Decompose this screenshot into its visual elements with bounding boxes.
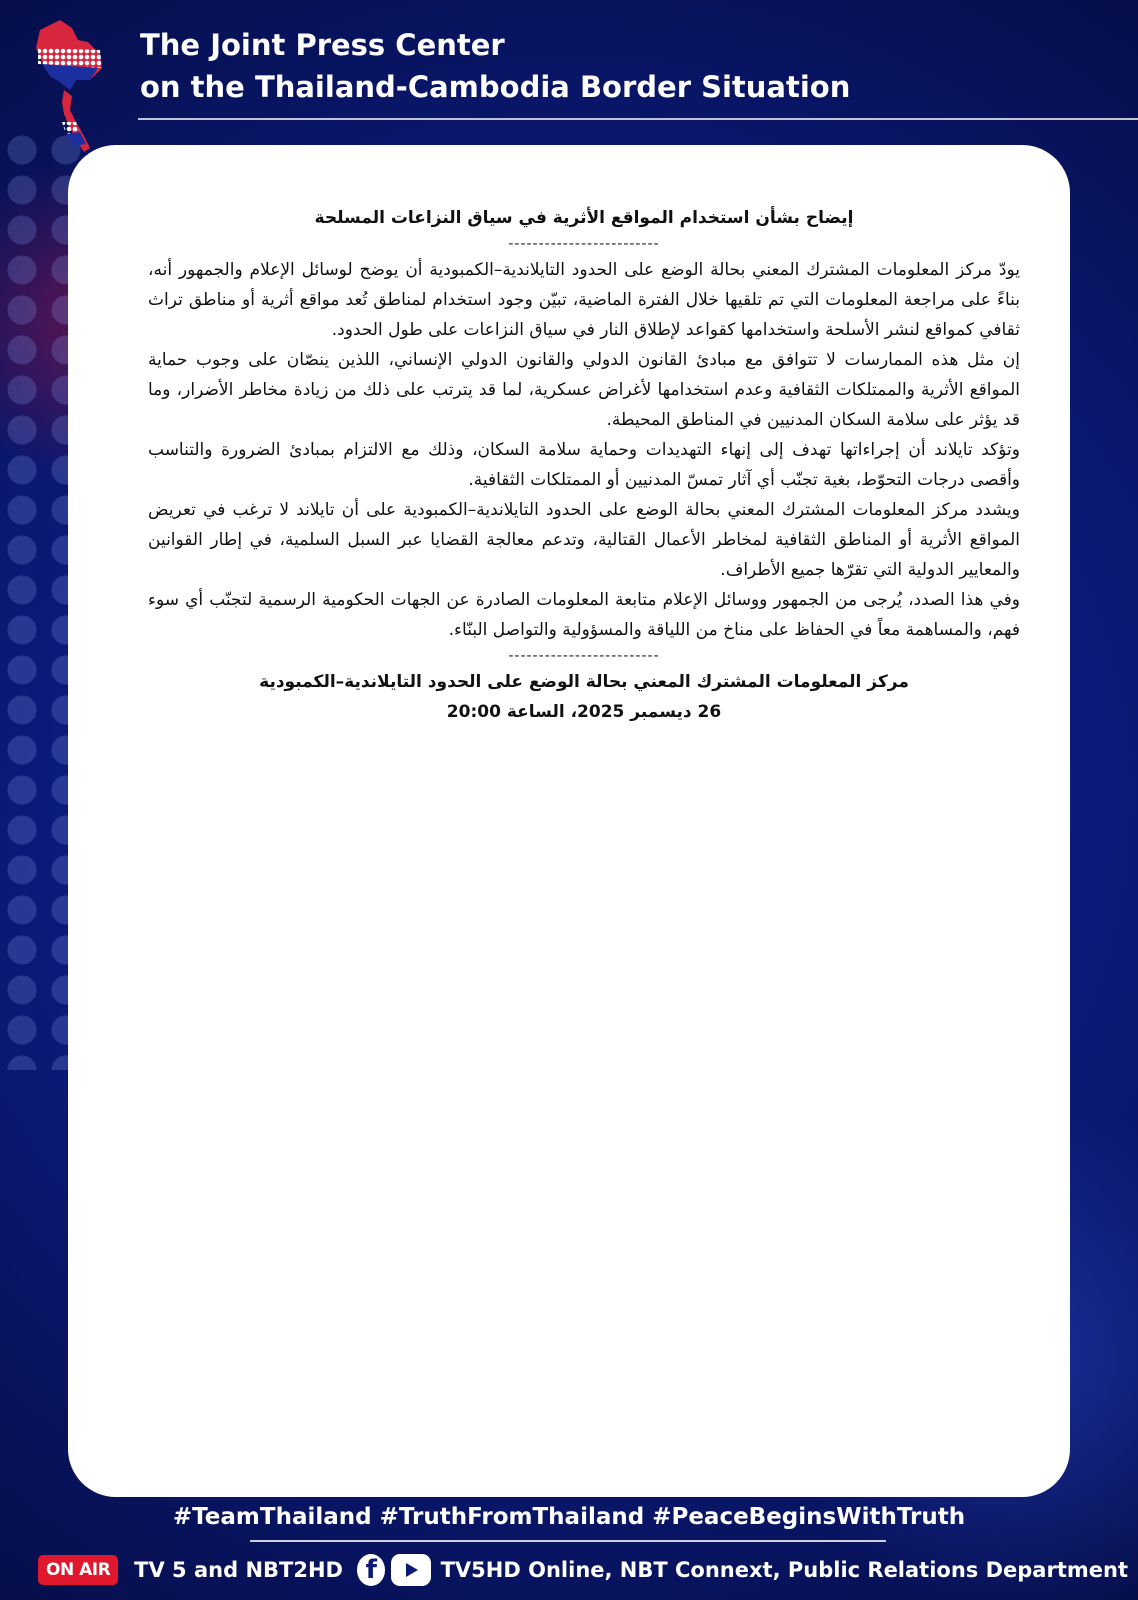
- thailand-map-logo: [30, 18, 110, 158]
- online-channels: TV5HD Online, NBT Connext, Public Relations Department: [440, 1558, 1128, 1582]
- title-line-2: on the Thailand-Cambodia Border Situation: [140, 70, 851, 104]
- statement-card: [68, 145, 1070, 1497]
- signature: مركز المعلومات المشترك المعني بحالة الوضع على الحدود التايلاندية–الكمبودية: [259, 672, 909, 692]
- youtube-icon: [391, 1554, 430, 1586]
- broadcast-footer: [38, 1552, 1128, 1588]
- top-separator: -------------------------: [508, 236, 660, 252]
- hashtags: #TeamThailand #TruthFromThailand #PeaceBeginsWithTruth: [172, 1504, 966, 1530]
- tv-channels: TV 5 and NBT2HD: [134, 1558, 343, 1582]
- press-center-title: [140, 24, 1120, 108]
- facebook-icon: f: [357, 1554, 385, 1586]
- paragraph-2: إن مثل هذه الممارسات لا تتوافق مع مبادئ القانون الدولي والقانون الدولي الإنساني، اللذين ينصّان على وجوب حماية المواقع الأثرية والممتلكات الثقافية وعدم استخدامها لأغراض عسكرية، لما قد يترتب على ذلك من زيادة مخاطر الأضرار، وما قد يؤثر على سلامة السكان المدنيين في المناطق المحيطة.: [148, 350, 1020, 430]
- on-air-badge: ON AIR: [38, 1555, 118, 1585]
- statement-document: [148, 203, 1020, 727]
- header-divider: [138, 118, 1138, 120]
- youtube-play-icon: [402, 1561, 420, 1579]
- paragraph-1: يودّ مركز المعلومات المشترك المعني بحالة الوضع على الحدود التايلاندية–الكمبودية أن يوضح لوسائل الإعلام والجمهور أنه، بناءً على مراجعة المعلومات التي تم تلقيها خلال الفترة الماضية، تبيّن وجود استخدام لمناطق تُعد مواقع أثرية أو مناطق تراث ثقافي كمواقع لنشر الأسلحة واستخدامها كقواعد لإطلاق النار في سياق النزاعات على طول الحدود.: [148, 260, 1020, 340]
- paragraph-4: ويشدد مركز المعلومات المشترك المعني بحالة الوضع على الحدود التايلاندية–الكمبودية على أن تايلاند لا ترغب في تعريض المواقع الأثرية أو المناطق الثقافية لمخاطر الأعمال القتالية، وتدعم معالجة القضايا عبر السبل السلمية، في إطار القوانين والمعايير الدولية التي تقرّها جميع الأطراف.: [148, 500, 1020, 580]
- date-time: 26 ديسمبر 2025، الساعة 20:00: [446, 702, 722, 722]
- title-line-1: The Joint Press Center: [140, 28, 505, 62]
- statement-title: إيضاح بشأن استخدام المواقع الأثرية في سياق النزاعات المسلحة: [314, 208, 854, 228]
- footer-divider: [250, 1540, 886, 1542]
- paragraph-5: وفي هذا الصدد، يُرجى من الجمهور ووسائل الإعلام متابعة المعلومات الصادرة عن الجهات الحكومية الرسمية لتجنّب أي سوء فهم، والمساهمة معاً في الحفاظ على مناخ من اللياقة والمسؤولية والتواصل البنّاء.: [148, 590, 1020, 640]
- paragraph-3: وتؤكد تايلاند أن إجراءاتها تهدف إلى إنهاء التهديدات وحماية سلامة السكان، وذلك مع الالتزام بمبادئ الضرورة والتناسب وأقصى درجات التحوّط، بغية تجنّب أي آثار تمسّ المدنيين أو الممتلكات الثقافية.: [148, 440, 1020, 490]
- bottom-separator: -------------------------: [508, 648, 660, 664]
